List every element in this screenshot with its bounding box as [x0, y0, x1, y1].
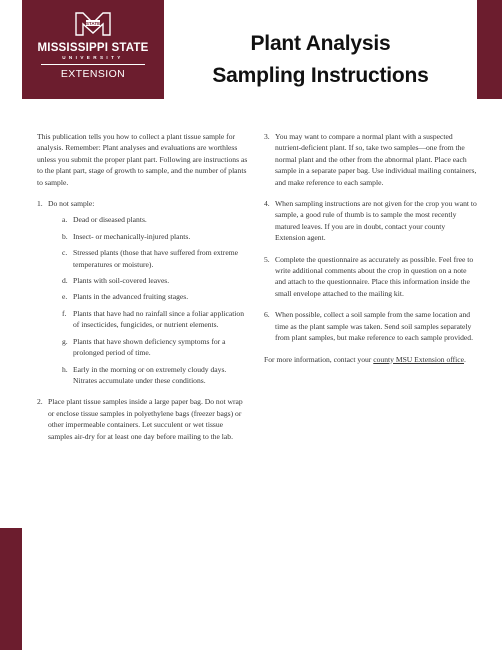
sublist-letter: b.: [62, 231, 68, 241]
sublist-item: [48, 231, 249, 242]
sublist-item: [48, 308, 249, 331]
sublist-item: [48, 214, 249, 225]
sublist-text: Plants that have had no rainfall since a foliar application of insecticides, fungicides, or nutrient elements.: [73, 308, 245, 330]
sublist-letter: e.: [62, 292, 68, 302]
left-column: [37, 131, 249, 452]
sublist-letter: a.: [62, 215, 68, 225]
sublist-item: [48, 336, 249, 359]
logo-state-name: MISSISSIPPI STATE: [37, 42, 149, 54]
sublist-letter: g.: [62, 336, 68, 346]
item-number: 1.: [37, 199, 43, 209]
item-text: Place plant tissue samples inside a large paper bag. Do not wrap or enclose tissue samples in polyethylene bags (freezer bags) or other impermeable containers. Let succulent or wet tissue samples air-dry for at least one day before mailing to the lab.: [48, 397, 243, 441]
sublist-letter: c.: [62, 248, 68, 258]
sublist-text: Early in the morning or on extremely cloudy days. Nitrates accumulate under these conditions.: [73, 364, 227, 385]
list-item: [37, 198, 249, 386]
more-info-paragraph: [264, 354, 477, 365]
list-item: [264, 254, 477, 300]
sublist-text: Stressed plants (those that have suffered from extreme temperatures or moisture).: [73, 248, 238, 269]
sublist-text: Dead or diseased plants.: [73, 215, 147, 225]
item-number: 3.: [264, 132, 270, 141]
msu-extension-logo: [22, 0, 164, 99]
sublist-item: [48, 364, 249, 387]
sublist-text: Plants in the advanced fruiting stages.: [73, 292, 189, 302]
more-info-suffix: .: [464, 354, 466, 364]
sublist-text: Plants that have shown deficiency symptoms for a prolonged period of time.: [73, 336, 226, 358]
sublist-letter: d.: [62, 276, 68, 286]
item-number: 5.: [264, 254, 270, 264]
item-text: Complete the questionnaire as accurately as possible. Feel free to write additional comments about the crop in question on a note and attach to the questionnaire. Place this information inside the small envelope attached to the mailing kit.: [275, 254, 474, 298]
sublist: [48, 214, 249, 386]
item-text: When possible, collect a soil sample from the same location and time as the plant sample was taken. Send soil samples separately from plant samples, but make reference to each sample provided.: [275, 310, 473, 343]
page-title-line1: Plant Analysis: [250, 32, 391, 55]
right-column: [264, 131, 477, 375]
logo-extension: EXTENSION: [60, 68, 126, 80]
page-title-line2: Sampling Instructions: [212, 64, 429, 87]
item-text: Do not sample:: [48, 199, 95, 209]
sublist-item: [48, 275, 249, 286]
county-office-link[interactable]: county MSU Extension office: [373, 354, 465, 364]
sublist-text: Plants with soil-covered leaves.: [73, 276, 170, 286]
list-item: [264, 198, 477, 244]
logo-divider: [41, 64, 145, 65]
svg-text:STATE: STATE: [85, 20, 101, 26]
item-number: 4.: [264, 199, 270, 209]
item-text: When sampling instructions are not given for the crop you want to sample, a good rule of thumb is to sample the most recently matured leaves. If you are in doubt, contact your county Extension agent.: [275, 199, 477, 243]
sublist-item: [48, 247, 249, 270]
header-accent-band: [477, 0, 502, 99]
sublist-letter: f.: [62, 308, 67, 318]
sublist-item: [48, 291, 249, 302]
footer-accent-band: [0, 528, 22, 650]
list-item: [264, 131, 477, 188]
sublist-letter: h.: [62, 364, 68, 374]
list-item: [264, 309, 477, 343]
list-item: [37, 396, 249, 442]
sublist-text: Insect- or mechanically-injured plants.: [73, 231, 191, 241]
msu-m-icon: [75, 12, 111, 36]
more-info-text: For more information, contact your: [264, 354, 374, 364]
item-number: 2.: [37, 397, 43, 407]
logo-university: UNIVERSITY: [62, 55, 124, 60]
item-number: 6.: [264, 310, 270, 320]
intro-paragraph: This publication tells you how to collect a plant tissue sample for analysis. Remember: Plant analyses and evaluations are worthless unless you submit the proper plant part. Following are instructions as to the plant part, stage of growth to sample, and the number of plants to sample.: [37, 132, 248, 187]
item-text: You may want to compare a normal plant with a suspected nutrient-deficient plant. If so, take two samples—one from the normal plant and the other from the abnormal plant. Place each sample in a separate paper bag. Use individual mailing containers, and make reference to each sample.: [275, 132, 477, 187]
